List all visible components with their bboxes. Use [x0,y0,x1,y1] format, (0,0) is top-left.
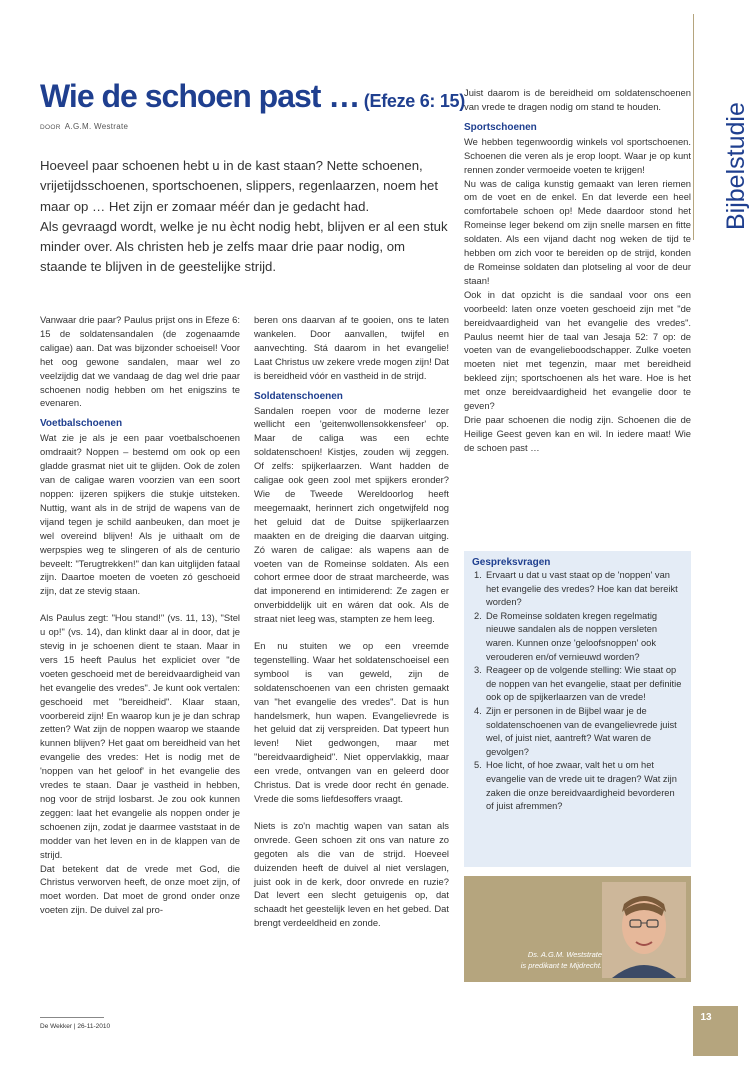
paragraph: Niets is zo'n machtig wapen van satan als onvrede. Geen schoen zit ons van nature zo gegoten als die van de strijd. Hoeveel duizenden heeft de duivel al niet verslagen, juist ook in de kerk, door onvrede en ruzie? Dat levert een slecht getuigenis op, dat schaadt het geestelijk leven en het gebed. Dat brengt verdeeldheid en zonde. [254,819,449,929]
list-item: 3. Reageer op de volgende stelling: Wie staat op de noppen van het evangelie, staat per definitie ook op de spijkerlaarzen van de vrede! [474,665,682,703]
questions-list [464,569,691,814]
paragraph: Vanwaar drie paar? Paulus prijst ons in Efeze 6: 15 de soldatensandalen (de zogenaamde caligae) aan. Dat was bijzonder schoeisel! Voor het oog gewone sandalen, maar wel zo veelzijdig dat we vandaag de dag wel drie paar schoenen nodig hebben om het enigszins te evenaren. [40,314,240,409]
section-rule [693,14,694,240]
paragraph: Juist daarom is de bereidheid om soldatenschoenen van vrede te dragen nodig om stand te houden. [464,87,691,112]
intro-paragraph-2: Als gevraagd wordt, welke je nu ècht nodig hebt, blijven er al een stuk minder over. Als christen heb je zelfs maar drie paar nodig, om staande te blijven in de geestelijke strijd. [40,218,448,275]
section-label: Bijbelstudie [722,102,750,230]
photo-caption: Ds. A.G.M. Weststrate is predikant te Mijdrecht. [520,950,602,970]
paragraph: Ook in dat opzicht is die sandaal voor ons een voorbeeld: laten onze voeten geschoeid zijn met "de bereidvaardigheid van het evangelie des vredes". Paulus neemt hier de taal van Jesaja 52: 7 op: de voeten van de evangelieboodschapper. Zulke voeten moeten niet met tegenzin, maar met bereidheid bekleed zijn; sportschoenen als het ware. Hoe is het met onze bereidvaardigheid het evangelie door te geven? [464,288,691,412]
list-item: 2. De Romeinse soldaten kregen regelmatig nieuwe sandalen als de noppen versleten waren. Kunnen onze 'geloofsnoppen' ook verouderen en/of vernieuwd worden? [474,610,658,662]
footer-text: De Wekker | 26-11-2010 [40,1023,111,1030]
questions-title: Gespreksvragen [472,557,551,568]
column-1 [40,313,240,917]
list-item: 1. Ervaart u dat u vast staat op de 'noppen' van het evangelie des vredes? Hoe kan dat bereikt worden? [474,570,678,608]
discussion-questions-box [464,551,691,867]
author-prefix: DOOR [40,124,61,131]
author-line [40,122,128,131]
paragraph: Dat betekent dat de vrede met God, die Christus verworven heeft, de onze moet zijn, of moet worden. Dat moet de grond onder onze voeten zijn. De duivel zal pro- [40,862,240,916]
paragraph: We hebben tegenwoordig winkels vol sportschoenen. Schoenen die veren als je erop loopt. Waar je op kunt rennen zonder vermoeide voeten te krijgen! [464,135,691,175]
article-title [40,78,465,115]
author-photo [602,882,686,978]
subheading-voetbalschoenen: Voetbalschoenen [40,418,123,430]
subheading-sportschoenen: Sportschoenen [464,121,537,133]
paragraph: En nu stuiten we op een vreemde tegenstelling. Waar het soldatenschoeisel een symbool is van geweld, zijn de soldatenschoenen van een christen gemaakt van "het evangelie des vredes". Dat is hun handelsmerk, hun wapen. Evangelievrede is het geluid dat zij verspreiden. Dat typeert hun leven! Niet gedwongen, maar met "bereidvaardigheid". Niet oppervlakkig, maar een vrede, ontvangen van en geleerd door Christus. Dat is vrede door recht én genade. Vrede die soms liefdesoffers vraagt. [254,640,449,804]
portrait-image [602,882,686,978]
author-name: A.G.M. Westrate [64,122,129,131]
paragraph: Sandalen roepen voor de moderne lezer wellicht een 'geitenwollensokkensfeer' op. Maar de caliga was een echte soldatenschoen! Kistjes, zouden wij zeggen. Of zelfs: spijkerlaarzen. Want hadden de caligae ook geen zool met spijkers eronder? Wie de Tweede Wereldoorlog heeft meegemaakt, herinnert zich ongetwijfeld nog het geluid dat de Duitse spijkerlaarzen maakten en de dreiging die daarvan uitging. Zó waren de caligae: als wapens aan de voeten van de Romeinse soldaten. Als een cohort ermee door de straat marcheerde, was dat imponerend en intimiderend: Ze zagen er onverbiddelijk uit en wáren dat ook. Als de straat niet leeg was, stampten ze hem leeg. [254,404,449,625]
page-number: 13 [700,1012,712,1023]
list-item: 4. Zijn er personen in de Bijbel waar je de soldatenschoenen van de evangelievrede juist wel, of juist niet, aantreft? Wat waren de gevolgen? [474,705,677,757]
paragraph: Nu was de caliga kunstig gemaakt van leren riemen om de voet en de enkel. En dat leverde een heel comfortabele schoen op! Mede daardoor stond het Romeinse leger bekend om zijn snelle marsen en fitte soldaten. Als een vijand dacht nog weken de tijd te hebben om zich voor te bereiden op de strijd, konden de Romeinse soldaten dan plotseling al voor de deur staan! [464,177,691,286]
intro-paragraph-1: Hoeveel paar schoenen hebt u in de kast staan? Nette schoenen, vrijetijdsschoenen, sportschoenen, slippers, regenlaarzen, noem het maar op … Het zijn er zomaar méér dan je gedacht had. [40,158,439,214]
paragraph: Drie paar schoenen die nodig zijn. Schoenen die de Heilige Geest geven kan en wil. In iedere maat! Wie de schoen past … [464,413,691,453]
subheading-soldatenschoenen: Soldatenschoenen [254,390,343,402]
column-2 [254,313,449,930]
footer-rule [40,1017,104,1018]
paragraph: beren ons daarvan af te gooien, ons te laten wankelen. Door aanvallen, twijfel en aanvechting. Stá daarom in het evangelie! Laat Christus uw zekere vrede mogen zijn! Dat is bereidheid vóór en vastheid in de strijd. [254,314,449,381]
column-3 [464,86,691,455]
article-title-main: Wie de schoen past … [40,78,360,114]
article-title-reference: (Efeze 6: 15) [363,91,465,111]
paragraph: Wat zie je als je een paar voetbalschoenen omdraait? Noppen – bestemd om ook op een gladde grasmat niet uit te glijden. Ook de zolen van de caligae waren voorzien van een soort noppen: ijzeren spijkers die stukje uitsteken. Nuttig, want als in de strijd de wapens van de vijand tegen je schild aanbeuken, dan moet je wel overeind blijven! Als je uithaalt om de werpspies weg te slingeren of als de centurio beveelt: "Terugtrekken!" dan kan uitglijden fataal zijn. Daartoe moeten de voeten zó geschoeid zijn, dat ze stevig staan. [40,432,241,597]
paragraph: Als Paulus zegt: "Hou stand!" (vs. 11, 13), "Stel u op!" (vs. 14), dan klinkt daar al in door, dat je stevig in je schoenen dient te staan. Maar in vers 15 heeft Paulus het expliciet over "de voeten geschoeid met de bereidvaardigheid van het evangelie des vredes". Je kunt ook vertalen: geschoeid met "bereidheid". Klaar staan, voorbereid zijn! En waarop kun je je dan schrap zetten? Wat zijn de noppen waarop we staande kunnen blijven? Het gaat om bereidheid van het evangelie des vredes: Het is nodig met de 'noppen van het geloof' in het evangelie des vredes te staan. Daar je vastheid in hebben, nog voor de strijd losbarst. Je zou ook kunnen zeggen: laat het evangelie als noppen onder je schoenen zijn, zodat je daarmee vaststaat in de modder van het leven en in de klappen van de strijd. [40,612,240,860]
list-item: 5. Hoe licht, of hoe zwaar, valt het u om het evangelie van de vrede uit te dragen? Wat zijn zaken die onze bereidvaardigheid bevorderen of juist afremmen? [474,760,677,812]
intro [40,156,450,278]
